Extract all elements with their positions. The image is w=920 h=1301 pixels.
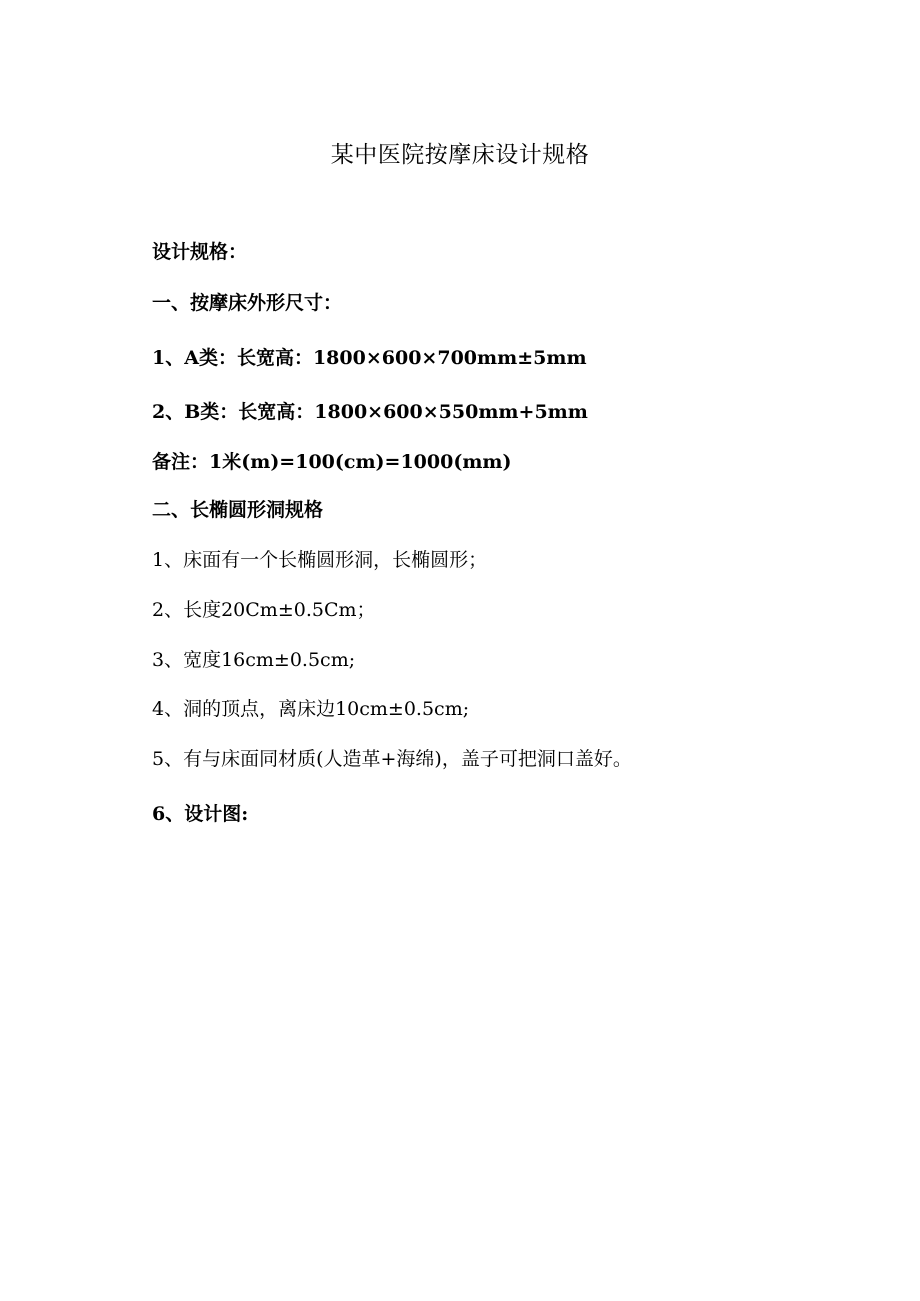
hole-spec-item-3: 3、宽度16cm±0.5cm; [152,649,356,671]
hole-spec-item-4: 4、洞的顶点，离床边10cm±0.5cm; [152,698,470,720]
design-drawing-heading: 6、设计图: [152,803,249,825]
hole-spec-item-2: 2、长度20Cm±0.5Cm； [152,599,376,621]
section-heading-dimensions: 一、按摩床外形尺寸： [152,292,343,314]
section-heading-design-spec: 设计规格： [152,241,248,263]
hole-spec-item-1: 1、床面有一个长椭圆形洞，长椭圆形； [152,549,488,571]
spec-item-type-b: 2、B类：长宽高：1800×600×550mm+5mm [152,401,588,423]
section-heading-oval-hole: 二、长椭圆形洞规格 [152,499,324,521]
spec-item-type-a: 1、A类：长宽高：1800×600×700mm±5mm [152,347,587,369]
document-title: 某中医院按摩床设计规格 [330,142,590,168]
hole-spec-item-5: 5、有与床面同材质(人造革+海绵)，盖子可把洞口盖好。 [152,748,632,770]
unit-note: 备注：1米(m)=100(cm)=1000(mm) [152,451,512,473]
